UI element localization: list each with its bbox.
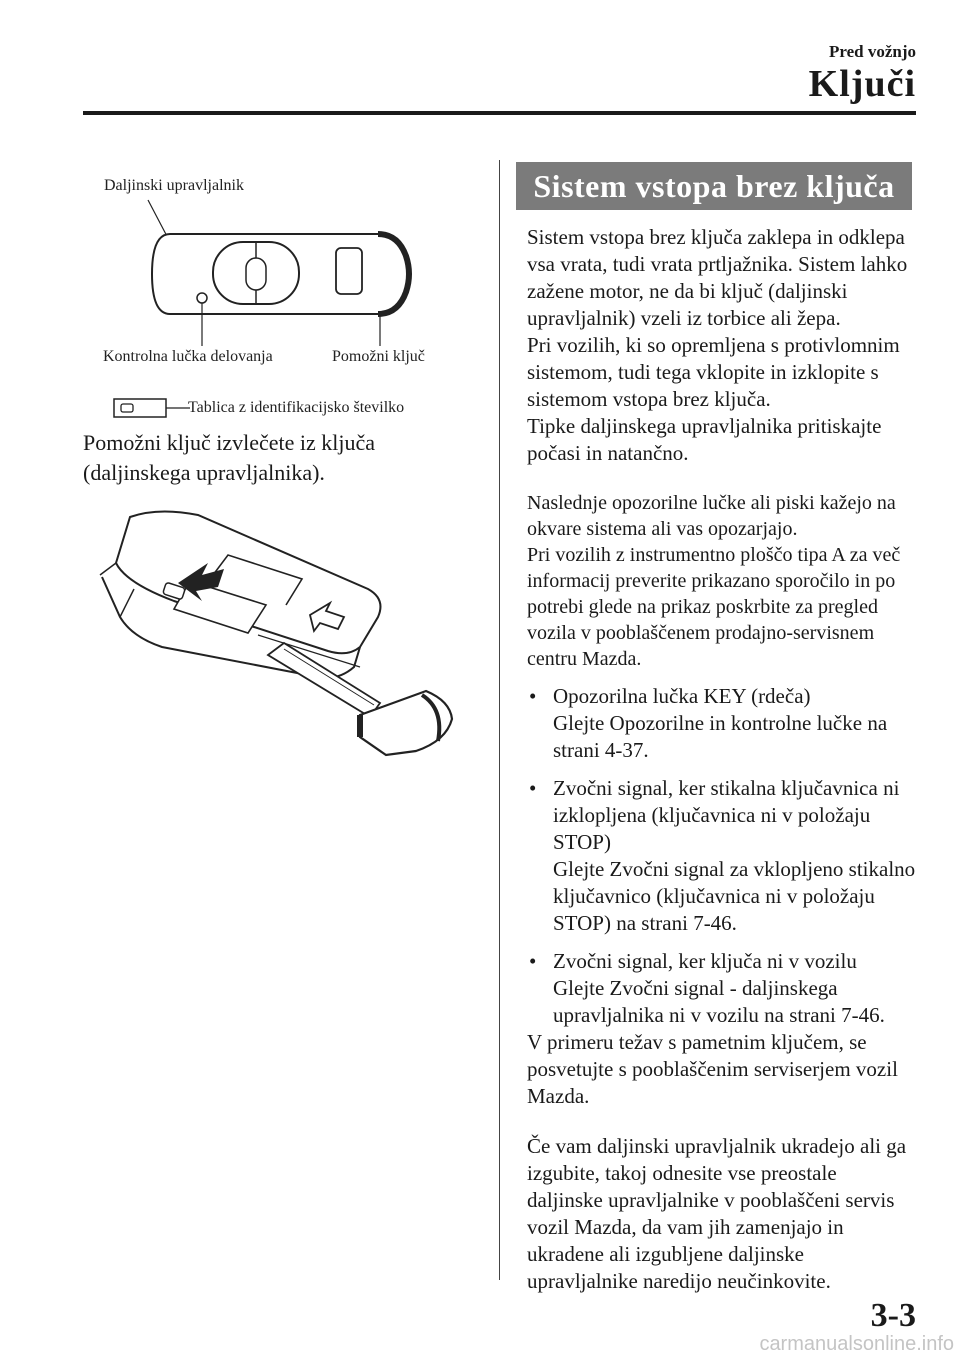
paragraph-alarm: Pri vozilih, ki so opremljena s protivlomnim sistemom, tudi tega vklopite in izklopite s sistemom vstopa brez ključa. [527, 333, 900, 411]
bullet-symbol: • [529, 776, 537, 800]
list-item [527, 683, 917, 764]
running-header-section: Pred vožnjo [828, 42, 916, 61]
label-id-plate: Tablica z identifikacijsko številko [188, 399, 405, 416]
list-item [527, 948, 917, 1029]
paragraph-instrument-panel: Pri vozilih z instrumentno ploščo tipa A za več informacij preverite prikazano sporočilo in po potrebi glede na prikaz poskrbite za pregled vozila v pooblaščenem prodajno-servisnem centru Mazda. [527, 544, 901, 670]
label-operation-indicator: Kontrolna lučka delovanja [103, 348, 273, 365]
auxiliary-key-instruction: Pomožni ključ izvlečete iz ključa (daljinskega upravljalnika). [83, 430, 376, 485]
bullet-symbol: • [529, 949, 537, 973]
paragraph-warnings: Naslednje opozorilne lučke ali piski kažejo na okvare sistema ali vas opozarjajo. [527, 492, 896, 540]
bullet-reference: Glejte Opozorilne in kontrolne lučke na strani 4-37. [553, 711, 888, 762]
paragraph-buttons: Tipke daljinskega upravljalnika pritiskajte počasi in natančno. [527, 414, 882, 465]
bullet-reference: Glejte Zvočni signal za vklopljeno stikalno ključavnico (ključavnica ni v položaju STOP) na strani 7-46. [553, 857, 916, 935]
bullet-symbol: • [529, 684, 537, 708]
id-plate-icon [112, 396, 192, 420]
section-body [527, 224, 917, 1295]
page-number: 3-3 [870, 1297, 916, 1334]
column-divider [499, 160, 500, 1280]
paragraph-intro: Sistem vstopa brez ključa zaklepa in odklepa vsa vrata, tudi vrata prtljažnika. Sistem lahko zažene motor, ne da bi ključ (daljinski upravljalnik) vzeli iz torbice ali žepa. [527, 225, 908, 330]
list-item [527, 775, 917, 937]
label-auxiliary-key: Pomožni ključ [332, 348, 425, 365]
bullet-reference: Glejte Zvočni signal - daljinskega upravljalnika ni v vozilu na strani 7-46. [553, 976, 885, 1027]
paragraph-lost-key: Če vam daljinski upravljalnik ukradejo ali ga izgubite, takoj odnesite vse preostale daljinske upravljalnike v pooblaščeni servis vozil Mazda, da vam jih zamenjajo in ukradene ali izgubljene daljinske upravljalnike naredijo neučinkovite. [527, 1134, 907, 1293]
bullet-title: Zvočni signal, ker ključa ni v vozilu [553, 949, 857, 973]
running-header-title: Ključi [808, 63, 916, 105]
remote-key-illustration [100, 196, 460, 348]
bullet-title: Zvočni signal, ker stikalna ključavnica ni izklopljena (ključavnica ni v položaju STOP) [553, 776, 900, 854]
paragraph-smart-key-issues: V primeru težav s pametnim ključem, se posvetujte s pooblaščenim serviserjem vozil Mazda. [527, 1030, 898, 1108]
section-title-banner: Sistem vstopa brez ključa [516, 162, 912, 210]
bullet-title: Opozorilna lučka KEY (rdeča) [553, 684, 811, 708]
key-extraction-illustration [98, 505, 462, 765]
watermark: carmanualsonline.info [759, 1333, 954, 1355]
label-remote-control: Daljinski upravljalnik [104, 177, 244, 194]
header-rule [83, 111, 916, 115]
